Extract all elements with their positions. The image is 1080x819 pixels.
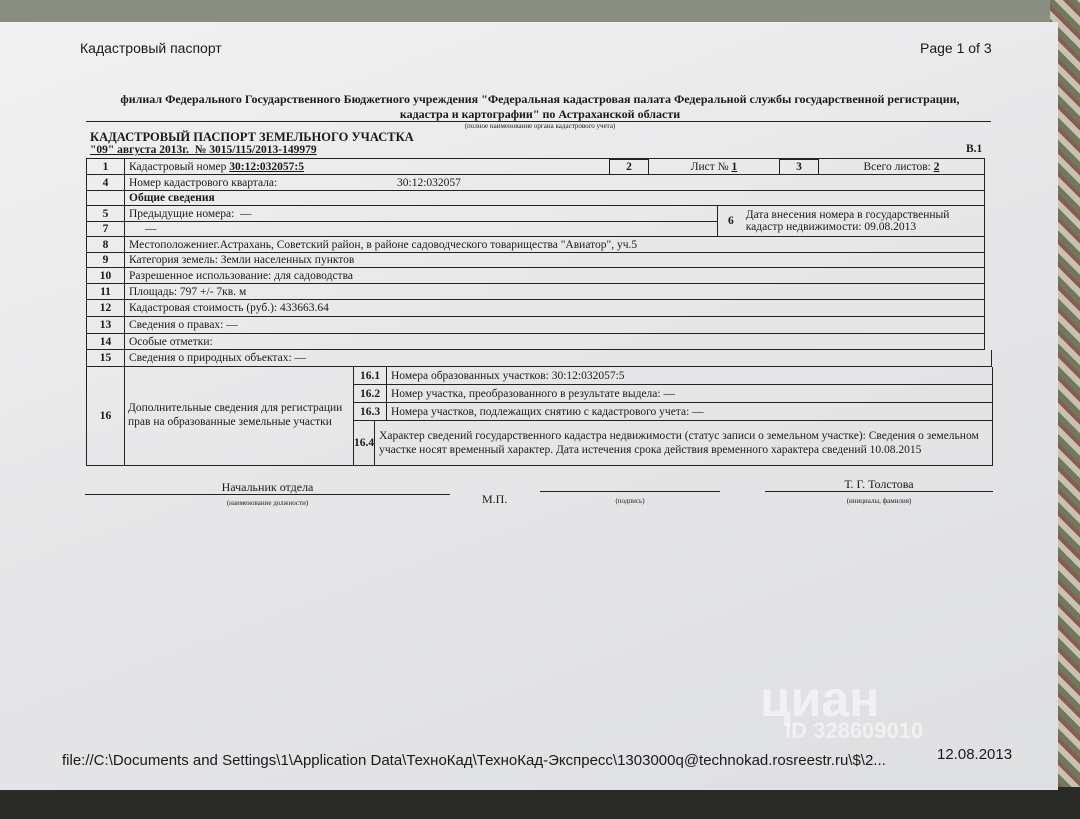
signer-position: Начальник отдела bbox=[221, 480, 314, 494]
org-caption: (полное наименование органа кадастрового учета) bbox=[464, 122, 616, 130]
cadastral-number: 30:12:032057:5 bbox=[229, 160, 304, 173]
org-line-2: кадастра и картографии" по Астраханской области bbox=[399, 107, 681, 121]
label: Всего листов: bbox=[863, 160, 931, 173]
special-notes: Особые отметки: bbox=[129, 335, 213, 348]
record-status: Характер сведений государственного кадастра недвижимости (статус записи о земельном участке): Сведения о земельном участке носят временный характер. Дата истечения срока действия временного характера сведений 10.08.2015 bbox=[379, 429, 979, 456]
converted-plot: Номер участка, преобразованного в результате выдела: — bbox=[391, 387, 675, 400]
previous-numbers: — bbox=[240, 207, 252, 220]
section-title: Общие сведения bbox=[129, 192, 215, 204]
natural-objects: Сведения о природных объектах: — bbox=[129, 352, 307, 364]
land-category: Категория земель: Земли населенных пунктов bbox=[129, 254, 355, 266]
row-number: 15 bbox=[87, 350, 125, 366]
row-13 bbox=[86, 317, 985, 334]
number-prefix: № bbox=[194, 144, 207, 156]
row-9 bbox=[86, 253, 985, 268]
permitted-use: Разрешенное использование: для садоводства bbox=[129, 269, 353, 282]
row-number: 6 bbox=[728, 215, 734, 227]
stamp-place: М.П. bbox=[482, 492, 508, 506]
row-number: 14 bbox=[87, 334, 125, 349]
field-number: 3 bbox=[779, 159, 819, 175]
rights-info: Сведения о правах: — bbox=[129, 319, 238, 331]
doc-date: "09" августа 2013г. bbox=[90, 144, 190, 156]
sub-number: 16.4 bbox=[354, 421, 375, 465]
doc-title: КАДАСТРОВЫЙ ПАСПОРТ ЗЕМЕЛЬНОГО УЧАСТКА bbox=[90, 130, 414, 144]
name-caption: (инициалы, фамилия) bbox=[846, 497, 912, 505]
quarter-number: 30:12:032057 bbox=[397, 176, 461, 189]
sub-number: 16.1 bbox=[354, 367, 387, 384]
label: Кадастровый номер bbox=[129, 160, 227, 173]
print-header-title: Кадастровый паспорт bbox=[80, 40, 222, 56]
row-number: 12 bbox=[87, 300, 125, 316]
print-header-page: Page 1 of 3 bbox=[920, 40, 992, 56]
row-number: 11 bbox=[87, 284, 125, 299]
sheet-number: 1 bbox=[731, 160, 738, 173]
row-number: 16 bbox=[87, 367, 125, 465]
row-11 bbox=[86, 284, 985, 300]
label: Предыдущие номера: bbox=[129, 207, 235, 220]
row-16 bbox=[86, 367, 993, 466]
area: Площадь: 797 +/- 7кв. м bbox=[129, 285, 247, 298]
value: — bbox=[145, 223, 157, 235]
signer-name: Т. Г. Толстова bbox=[844, 477, 914, 491]
location: Местоположениег.Астрахань, Советский район, в районе садоводческого товарищества "Авиатор", уч.5 bbox=[129, 238, 638, 251]
row-number: 13 bbox=[87, 317, 125, 333]
sub-number: 16.3 bbox=[354, 403, 387, 420]
row-number: 1 bbox=[87, 159, 125, 174]
row-number: 8 bbox=[87, 237, 125, 252]
row-number: 7 bbox=[87, 222, 125, 236]
field-number: 2 bbox=[609, 159, 649, 175]
sub-number: 16.2 bbox=[354, 385, 387, 402]
row-number: 10 bbox=[87, 268, 125, 283]
org-line-1: филиал Федерального Государственного Бюджетного учреждения "Федеральная кадастровая палата Федеральной службы государственной регистрации, bbox=[120, 92, 960, 106]
row-10 bbox=[86, 268, 985, 284]
row-12 bbox=[86, 300, 985, 317]
formed-plots: Номера образованных участков: 30:12:032057:5 bbox=[391, 369, 625, 382]
registration-date-label: Дата внесения номера в государственный bbox=[745, 209, 950, 221]
additional-info-label: Дополнительные сведения для регистрации прав на образованные земельные участки bbox=[125, 367, 354, 465]
row-15 bbox=[86, 350, 992, 367]
rows-5-6-7 bbox=[86, 206, 985, 237]
row-number: 5 bbox=[87, 206, 125, 221]
form-code: В.1 bbox=[966, 143, 983, 155]
print-footer-date: 12.08.2013 bbox=[937, 746, 1013, 763]
row-8 bbox=[86, 237, 985, 253]
row-number: 9 bbox=[87, 253, 125, 267]
row-number: 4 bbox=[87, 175, 125, 190]
position-caption: (наименование должности) bbox=[226, 499, 309, 507]
watermark-logo: циан bbox=[760, 671, 880, 727]
section-row bbox=[86, 191, 985, 206]
signature-caption: (подпись) bbox=[615, 497, 645, 505]
registration-date: кадастр недвижимости: 09.08.2013 bbox=[745, 221, 917, 233]
watermark-id: ID 328609010 bbox=[785, 718, 924, 743]
label: Лист № bbox=[690, 160, 729, 173]
cadastral-value: Кадастровая стоимость (руб.): 433663.64 bbox=[129, 302, 329, 314]
background-table bbox=[0, 787, 1080, 819]
label: Номер кадастрового квартала: bbox=[129, 176, 278, 189]
row-4 bbox=[86, 175, 985, 191]
print-footer-path: file://C:\Documents and Settings\1\Application Data\ТехноКад\ТехноКад-Экспресс\1303000q@technokad.rosreestr.ru\$\2... bbox=[62, 752, 886, 769]
doc-number: 3015/115/2013-149979 bbox=[209, 144, 317, 156]
plots-to-remove: Номера участков, подлежащих снятию с кадастрового учета: — bbox=[391, 405, 704, 418]
doc-date-number bbox=[90, 144, 317, 156]
row-1 bbox=[86, 158, 985, 175]
total-sheets: 2 bbox=[933, 160, 940, 173]
row-14 bbox=[86, 334, 985, 350]
